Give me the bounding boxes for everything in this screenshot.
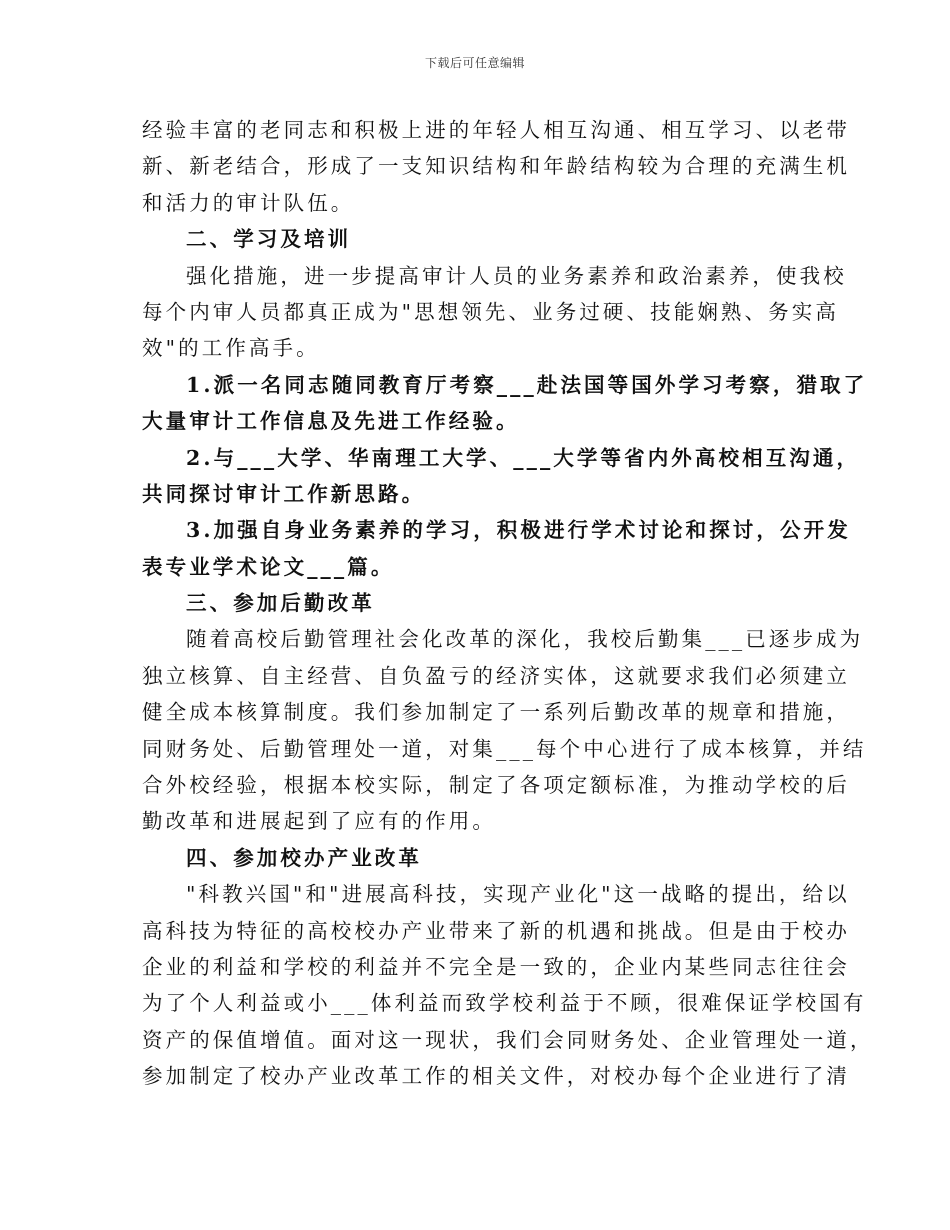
document-body [142, 112, 874, 1095]
text-line: 每个内审人员都真正成为"思想领先、业务过硬、技能娴熟、务实高 [142, 299, 839, 324]
heading-line: 共同探讨审计工作新思路。 [142, 481, 426, 506]
heading-line: 四、参加校办产业改革 [186, 845, 422, 870]
heading-line: 表专业学术论文___篇。 [142, 554, 395, 579]
page-header: 下载后可任意编辑 [424, 56, 525, 70]
text-line: 强化措施，进一步提高审计人员的业务素养和政治素养，使我校 [186, 263, 847, 288]
text-line: 合外校经验，根据本校实际，制定了各项定额标准，为推动学校的后 [142, 773, 850, 798]
text-line: 经验丰富的老同志和积极上进的年轻人相互沟通、相互学习、以老带 [142, 118, 850, 142]
heading-line: 三、参加后勤改革 [186, 591, 375, 616]
heading-line: 2.与___大学、华南理工大学、___大学等省内外高校相互沟通， [186, 445, 861, 470]
text-line: 资产的保值增值。面对这一现状，我们会同财务处、企业管理处一道， [142, 1027, 874, 1052]
text-line: "科教兴国"和"进展高科技，实现产业化"这一战略的提出，给以 [186, 882, 850, 907]
text-line: 企业的利益和学校的利益并不完全是一致的，企业内某些同志往往会 [142, 954, 850, 979]
text-line: 同财务处、后勤管理处一道，对集___每个中心进行了成本核算，并结 [142, 736, 867, 761]
heading-line: 3.加强自身业务素养的学习，积极进行学术讨论和探讨，公开发 [186, 518, 851, 543]
text-line: 高科技为特征的高校校办产业带来了新的机遇和挑战。但是由于校办 [142, 918, 850, 943]
text-line: 勤改革和进展起到了应有的作用。 [142, 809, 496, 834]
text-line: 健全成本核算制度。我们参加制定了一系列后勤改革的规章和措施， [142, 700, 850, 725]
heading-line: 大量审计工作信息及先进工作经验。 [142, 409, 520, 434]
heading-line: 1.派一名同志随同教育厅考察___赴法国等国外学习考察，猎取了 [186, 372, 868, 397]
text-line: 参加制定了校办产业改革工作的相关文件，对校办每个企业进行了清 [142, 1064, 850, 1089]
heading-line: 二、学习及培训 [186, 227, 352, 252]
text-line: 独立核算、自主经营、自负盈亏的经济实体，这就要求我们必须建立 [142, 663, 850, 688]
text-line: 随着高校后勤管理社会化改革的深化，我校后勤集___已逐步成为 [186, 627, 864, 652]
text-line: 新、新老结合，形成了一支知识结构和年龄结构较为合理的充满生机 [142, 154, 850, 179]
text-line: 为了个人利益或小___体利益而致学校利益于不顾，很难保证学校国有 [142, 991, 867, 1016]
text-line: 效"的工作高手。 [142, 336, 320, 361]
text-line: 和活力的审计队伍。 [142, 190, 355, 215]
